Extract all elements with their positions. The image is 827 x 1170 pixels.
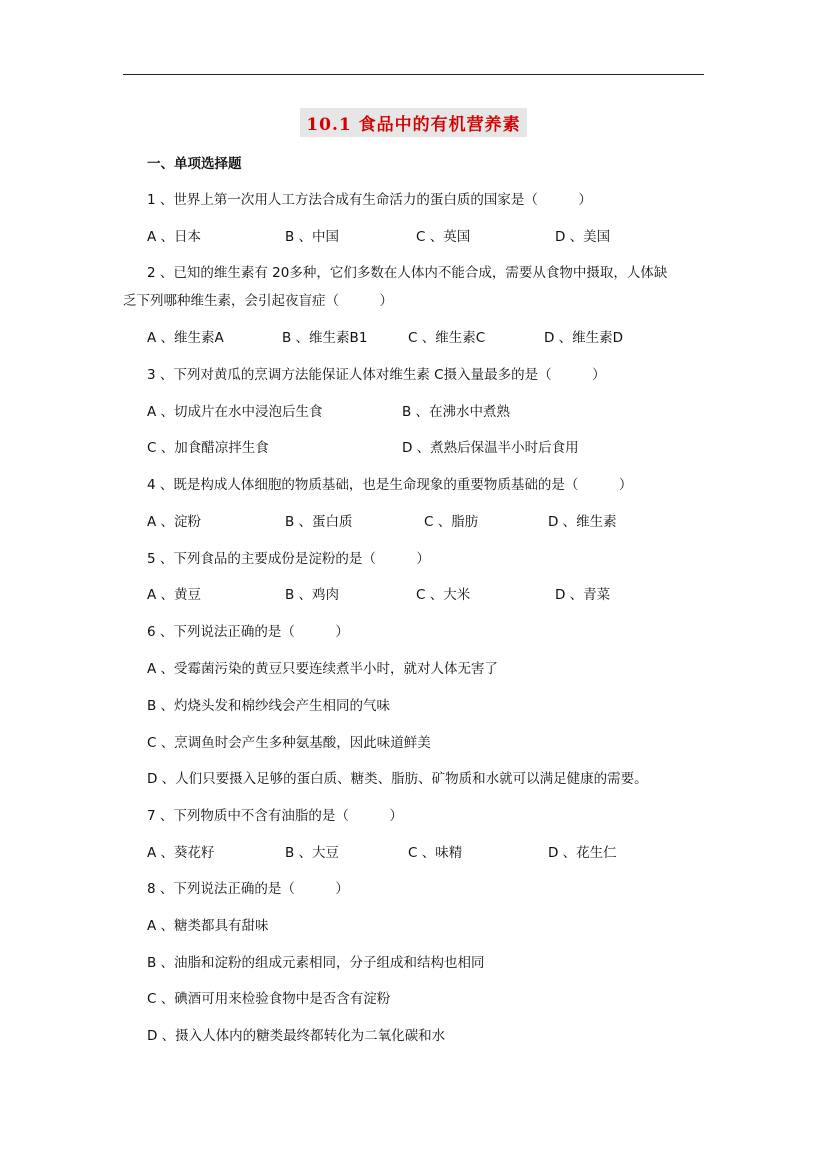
question-1-option-a: A 、日本	[147, 229, 202, 245]
section-heading: 一、单项选择题	[147, 156, 242, 172]
question-5-option-c: C 、大米	[416, 587, 471, 603]
question-4-option-b: B 、蛋白质	[285, 514, 353, 530]
question-7-option-a: A 、葵花籽	[147, 845, 215, 861]
question-7-option-d: D 、花生仁	[548, 845, 617, 861]
question-5-stem: 5 、下列食品的主要成份是淀粉的是（ ）	[147, 551, 430, 567]
question-3-option-b: B 、在沸水中煮熟	[402, 404, 511, 420]
header-rule	[123, 74, 704, 75]
question-1-option-b: B 、中国	[285, 229, 340, 245]
question-3-option-a: A 、切成片在水中浸泡后生食	[147, 404, 323, 420]
question-6-stem: 6 、下列说法正确的是（ ）	[147, 624, 349, 640]
question-1-option-c: C 、英国	[416, 229, 471, 245]
question-8-option-d: D 、摄入人体内的糖类最终都转化为二氧化碳和水	[147, 1028, 446, 1044]
question-3-stem: 3 、下列对黄瓜的烹调方法能保证人体对维生素 C摄入量最多的是（ ）	[147, 367, 606, 383]
question-1-option-d: D 、美国	[555, 229, 611, 245]
question-5-option-a: A 、黄豆	[147, 587, 202, 603]
question-2-stem-line-2: 乏下列哪种维生素，会引起夜盲症（ ）	[123, 293, 393, 309]
page-title: 10.1 食品中的有机营养素	[300, 108, 526, 137]
question-7-stem: 7 、下列物质中不含有油脂的是（ ）	[147, 808, 403, 824]
question-5-option-d: D 、青菜	[555, 587, 611, 603]
question-2-option-a: A 、维生素A	[147, 330, 224, 346]
page-title-container	[0, 108, 827, 137]
question-6-option-a: A 、受霉菌污染的黄豆只要连续煮半小时，就对人体无害了	[147, 661, 499, 677]
question-2-option-d: D 、维生素D	[544, 330, 624, 346]
question-2-option-c: C 、维生素C	[408, 330, 486, 346]
question-8-option-b: B 、油脂和淀粉的组成元素相同，分子组成和结构也相同	[147, 955, 485, 971]
question-1-stem: 1 、世界上第一次用人工方法合成有生命活力的蛋白质的国家是（ ）	[147, 192, 592, 208]
question-4-stem: 4 、既是构成人体细胞的物质基础，也是生命现象的重要物质基础的是（ ）	[147, 477, 633, 493]
question-3-option-c: C 、加食醋凉拌生食	[147, 440, 269, 456]
question-4-option-a: A 、淀粉	[147, 514, 202, 530]
question-7-option-b: B 、大豆	[285, 845, 340, 861]
question-4-option-d: D 、维生素	[548, 514, 617, 530]
question-6-option-d: D 、人们只要摄入足够的蛋白质、糖类、脂肪、矿物质和水就可以满足健康的需要。	[147, 771, 648, 787]
question-5-option-b: B 、鸡肉	[285, 587, 340, 603]
question-8-option-c: C 、碘酒可用来检验食物中是否含有淀粉	[147, 991, 391, 1007]
question-8-stem: 8 、下列说法正确的是（ ）	[147, 881, 349, 897]
question-6-option-b: B 、灼烧头发和棉纱线会产生相同的气味	[147, 698, 391, 714]
question-4-option-c: C 、脂肪	[424, 514, 479, 530]
question-7-option-c: C 、味精	[408, 845, 463, 861]
question-3-option-d: D 、煮熟后保温半小时后食用	[402, 440, 579, 456]
question-8-option-a: A 、糖类都具有甜味	[147, 918, 269, 934]
question-6-option-c: C 、烹调鱼时会产生多种氨基酸，因此味道鲜美	[147, 735, 431, 751]
question-2-option-b: B 、维生素B1	[282, 330, 368, 346]
question-2-stem-line-1: 2 、已知的维生素有 20多种，它们多数在人体内不能合成，需要从食物中摄取，人体缺	[147, 265, 668, 281]
